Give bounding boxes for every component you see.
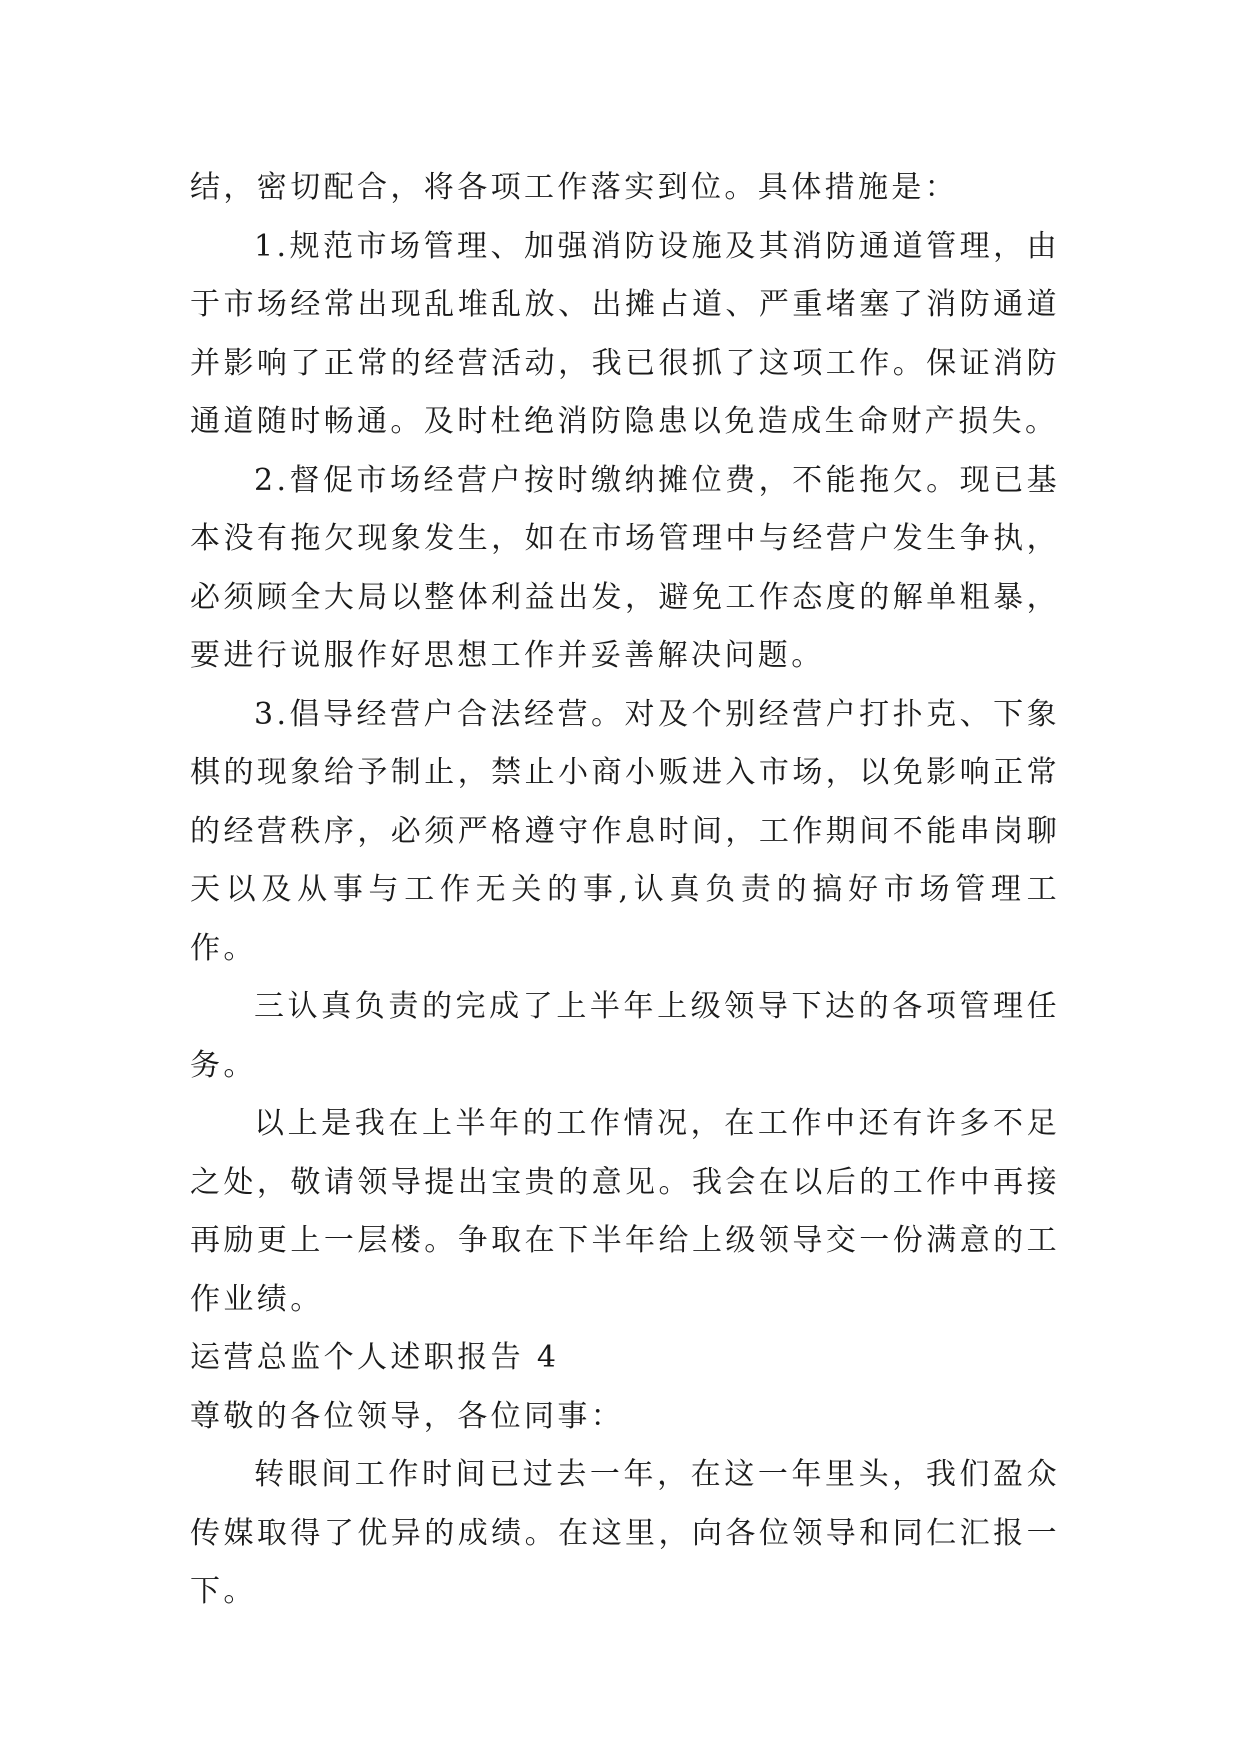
paragraph-item-1: 1.规范市场管理、加强消防设施及其消防通道管理，由于市场经常出现乱堆乱放、出摊占道、严重堵塞了消防通道并影响了正常的经营活动，我已很抓了这项工作。保证消防通道随时畅通。及时杜绝消防隐患以免造成生命财产损失。: [190, 228, 1060, 439]
paragraph-section-three: 三认真负责的完成了上半年上级领导下达的各项管理任务。: [190, 989, 1060, 1083]
document-body: [190, 159, 1060, 1622]
report-heading: 运营总监个人述职报告 4: [190, 1340, 560, 1375]
paragraph-item-3: 3.倡导经营户合法经营。对及个别经营户打扑克、下象棋的现象给予制止，禁止小商小贩进入市场，以免影响正常的经营秩序，必须严格遵守作息时间，工作期间不能串岗聊天以及从事与工作无关的事,认真负责的搞好市场管理工作。: [190, 696, 1060, 966]
greeting-line: 尊敬的各位领导，各位同事：: [190, 1398, 625, 1434]
paragraph-continuation: 结，密切配合，将各项工作落实到位。具体措施是：: [190, 170, 959, 205]
paragraph-summary: 以上是我在上半年的工作情况，在工作中还有许多不足之处，敬请领导提出宝贵的意见。我会在以后的工作中再接再励更上一层楼。争取在下半年给上级领导交一份满意的工作业绩。: [190, 1106, 1060, 1317]
paragraph-item-2: 2.督促市场经营户按时缴纳摊位费，不能拖欠。现已基本没有拖欠现象发生，如在市场管理中与经营户发生争执，必须顾全大局以整体利益出发，避免工作态度的解单粗暴，要进行说服作好思想工作并妥善解决问题。: [190, 462, 1060, 673]
paragraph-opening: 转眼间工作时间已过去一年，在这一年里头，我们盈众传媒取得了优异的成绩。在这里，向各位领导和同仁汇报一下。: [190, 1457, 1060, 1609]
